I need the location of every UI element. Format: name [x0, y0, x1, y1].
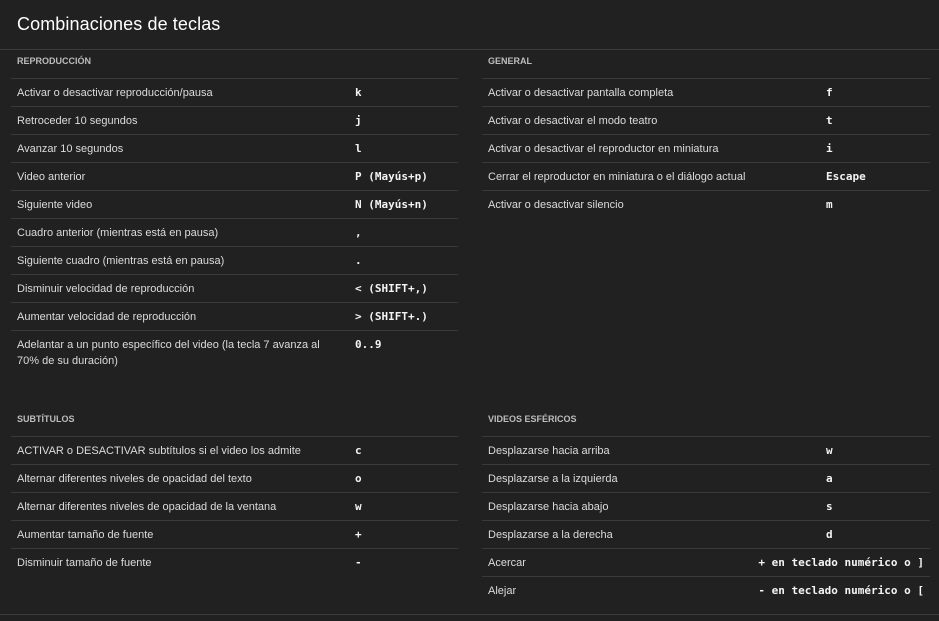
shortcut-description: Disminuir velocidad de reproducción: [17, 283, 195, 295]
shortcut-key: c: [355, 444, 362, 457]
shortcut-key: i: [826, 142, 833, 155]
shortcut-description: Cerrar el reproductor en miniatura o el diálogo actual: [488, 171, 746, 183]
shortcut-description: Retroceder 10 segundos: [17, 115, 138, 127]
shortcut-key: d: [826, 528, 833, 541]
shortcut-key: .: [355, 254, 362, 267]
shortcut-description: Activar o desactivar silencio: [488, 199, 624, 211]
shortcut-row: [11, 134, 458, 162]
shortcut-row: [482, 78, 930, 106]
shortcut-row: [11, 492, 458, 520]
shortcut-key: w: [355, 500, 362, 513]
shortcut-description: ACTIVAR o DESACTIVAR subtítulos si el video los admite: [17, 445, 301, 457]
shortcut-row: [482, 464, 930, 492]
shortcut-key: m: [826, 198, 833, 211]
shortcut-row: [482, 436, 930, 464]
shortcut-description: Alejar: [488, 585, 517, 597]
section-heading: VIDEOS ESFÉRICOS: [488, 414, 577, 424]
shortcut-description: Adelantar a un punto específico del video (la tecla 7 avanza al 70% de su duración): [17, 339, 320, 367]
shortcut-key: ,: [355, 226, 362, 239]
shortcut-row: [11, 548, 458, 576]
shortcut-row: [11, 246, 458, 274]
section-subtitles: [11, 408, 458, 576]
shortcut-row: [11, 190, 458, 218]
shortcut-key: P (Mayús+p): [355, 170, 428, 183]
shortcut-row: [11, 436, 458, 464]
shortcut-row: [482, 492, 930, 520]
shortcut-description: Aumentar tamaño de fuente: [17, 529, 154, 541]
shortcut-key: w: [826, 444, 833, 457]
shortcut-description: Alternar diferentes niveles de opacidad de la ventana: [17, 501, 277, 513]
shortcut-key: j: [355, 114, 362, 127]
section-heading: SUBTÍTULOS: [17, 414, 75, 424]
shortcut-description: Desplazarse a la izquierda: [488, 473, 618, 485]
shortcut-key: l: [355, 142, 362, 155]
shortcut-key: - en teclado numérico o [: [758, 584, 924, 597]
shortcut-description: Activar o desactivar el reproductor en miniatura: [488, 143, 719, 155]
shortcut-description: Siguiente cuadro (mientras está en pausa): [17, 255, 225, 267]
shortcut-key: < (SHIFT+,): [355, 282, 428, 295]
section-playback: [11, 50, 458, 373]
shortcut-key: t: [826, 114, 833, 127]
shortcut-key: > (SHIFT+.): [355, 310, 428, 323]
shortcut-description: Desplazarse hacia abajo: [488, 501, 609, 513]
shortcut-row: [482, 190, 930, 218]
shortcut-description: Video anterior: [17, 171, 86, 183]
shortcut-row: [482, 106, 930, 134]
shortcut-row: [11, 78, 458, 106]
shortcut-row: [11, 106, 458, 134]
section-spherical-videos: [482, 408, 930, 604]
shortcut-key: s: [826, 500, 833, 513]
shortcut-row: [11, 330, 458, 373]
shortcut-key: +: [355, 528, 362, 541]
shortcut-key: o: [355, 472, 362, 485]
shortcut-row: [11, 464, 458, 492]
shortcut-row: [482, 576, 930, 604]
section-general: [482, 50, 930, 218]
shortcut-key: -: [355, 556, 362, 569]
shortcut-key: 0..9: [355, 338, 382, 351]
shortcut-description: Disminuir tamaño de fuente: [17, 557, 152, 569]
bottom-divider: [0, 614, 939, 615]
shortcut-key: + en teclado numérico o ]: [758, 556, 924, 569]
shortcut-row: [482, 548, 930, 576]
shortcut-description: Aumentar velocidad de reproducción: [17, 311, 197, 323]
shortcut-row: [11, 302, 458, 330]
shortcut-description: Siguiente video: [17, 199, 93, 211]
shortcut-description: Desplazarse hacia arriba: [488, 445, 610, 457]
shortcut-description: Avanzar 10 segundos: [17, 143, 124, 155]
shortcut-key: a: [826, 472, 833, 485]
shortcut-key: f: [826, 86, 833, 99]
shortcut-description: Alternar diferentes niveles de opacidad del texto: [17, 473, 252, 485]
shortcut-row: [11, 218, 458, 246]
shortcut-description: Activar o desactivar el modo teatro: [488, 115, 658, 127]
shortcut-key: Escape: [826, 170, 866, 183]
shortcut-description: Acercar: [488, 557, 526, 569]
shortcut-key: N (Mayús+n): [355, 198, 428, 211]
section-heading: GENERAL: [488, 56, 533, 66]
shortcut-description: Desplazarse a la derecha: [488, 529, 613, 541]
shortcut-key: k: [355, 86, 362, 99]
shortcut-row: [482, 520, 930, 548]
shortcut-row: [482, 162, 930, 190]
shortcut-description: Activar o desactivar reproducción/pausa: [17, 87, 213, 99]
section-heading: REPRODUCCIÓN: [17, 56, 92, 66]
shortcut-description: Cuadro anterior (mientras está en pausa): [17, 227, 219, 239]
shortcut-row: [11, 162, 458, 190]
shortcut-row: [11, 520, 458, 548]
shortcut-description: Activar o desactivar pantalla completa: [488, 87, 674, 99]
shortcut-row: [482, 134, 930, 162]
shortcut-row: [11, 274, 458, 302]
dialog-title: Combinaciones de teclas: [17, 14, 221, 34]
